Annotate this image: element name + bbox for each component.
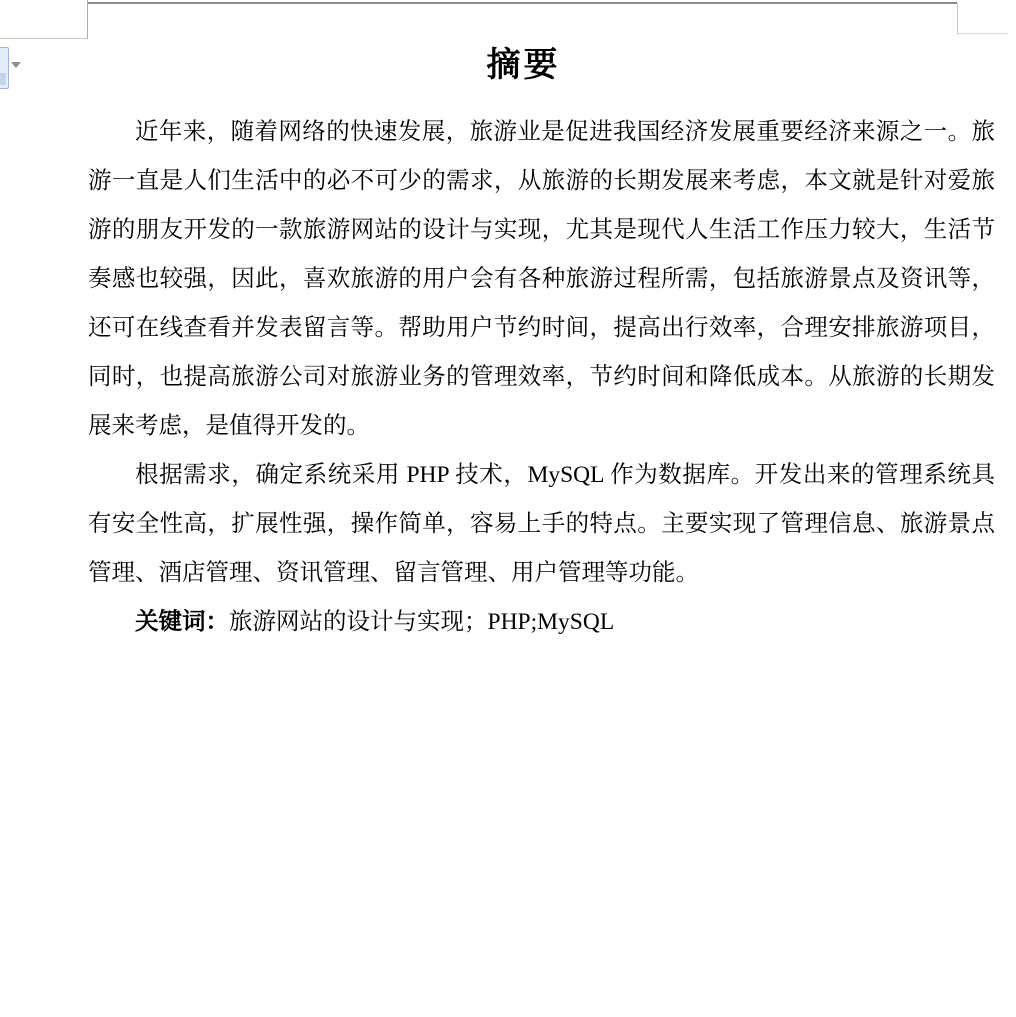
keywords-line — [88, 598, 995, 647]
previous-page-corner — [0, 0, 88, 39]
keywords-value: 旅游网站的设计与实现；PHP;MySQL — [229, 609, 615, 635]
abstract-paragraph-1: 近年来，随着网络的快速发展，旅游业是促进我国经济发展重要经济来源之一。旅游一直是人们生活中的必不可少的需求，从旅游的长期发展来考虑，本文就是针对爱旅游的朋友开发的一款旅游网站的设计与实现，尤其是现代人生活工作压力较大，生活节奏感也较强，因此，喜欢旅游的用户会有各种旅游过程所需，包括旅游景点及资讯等，还可在线查看并发表留言等。帮助用户节约时间，提高出行效率，合理安排旅游项目，同时，也提高旅游公司对旅游业务的管理效率，节约时间和降低成本。从旅游的长期发展来考虑，是值得开发的。 — [88, 119, 995, 439]
page-top-border — [88, 2, 957, 4]
abstract-body — [88, 108, 995, 647]
abstract-paragraph-2: 根据需求，确定系统采用 PHP 技术，MySQL 作为数据库。开发出来的管理系统具有安全性高，扩展性强，操作简单，容易上手的特点。主要实现了管理信息、旅游景点管理、酒店管理、资讯管理、留言管理、用户管理等功能。 — [88, 462, 995, 586]
adjacent-page-corner — [957, 3, 1008, 34]
chevron-down-icon — [11, 62, 21, 68]
clipboard-icon — [0, 47, 9, 89]
page-title: 摘要 — [486, 47, 561, 84]
paste-options-button[interactable] — [0, 47, 26, 89]
keywords-label: 关键词： — [135, 609, 229, 635]
